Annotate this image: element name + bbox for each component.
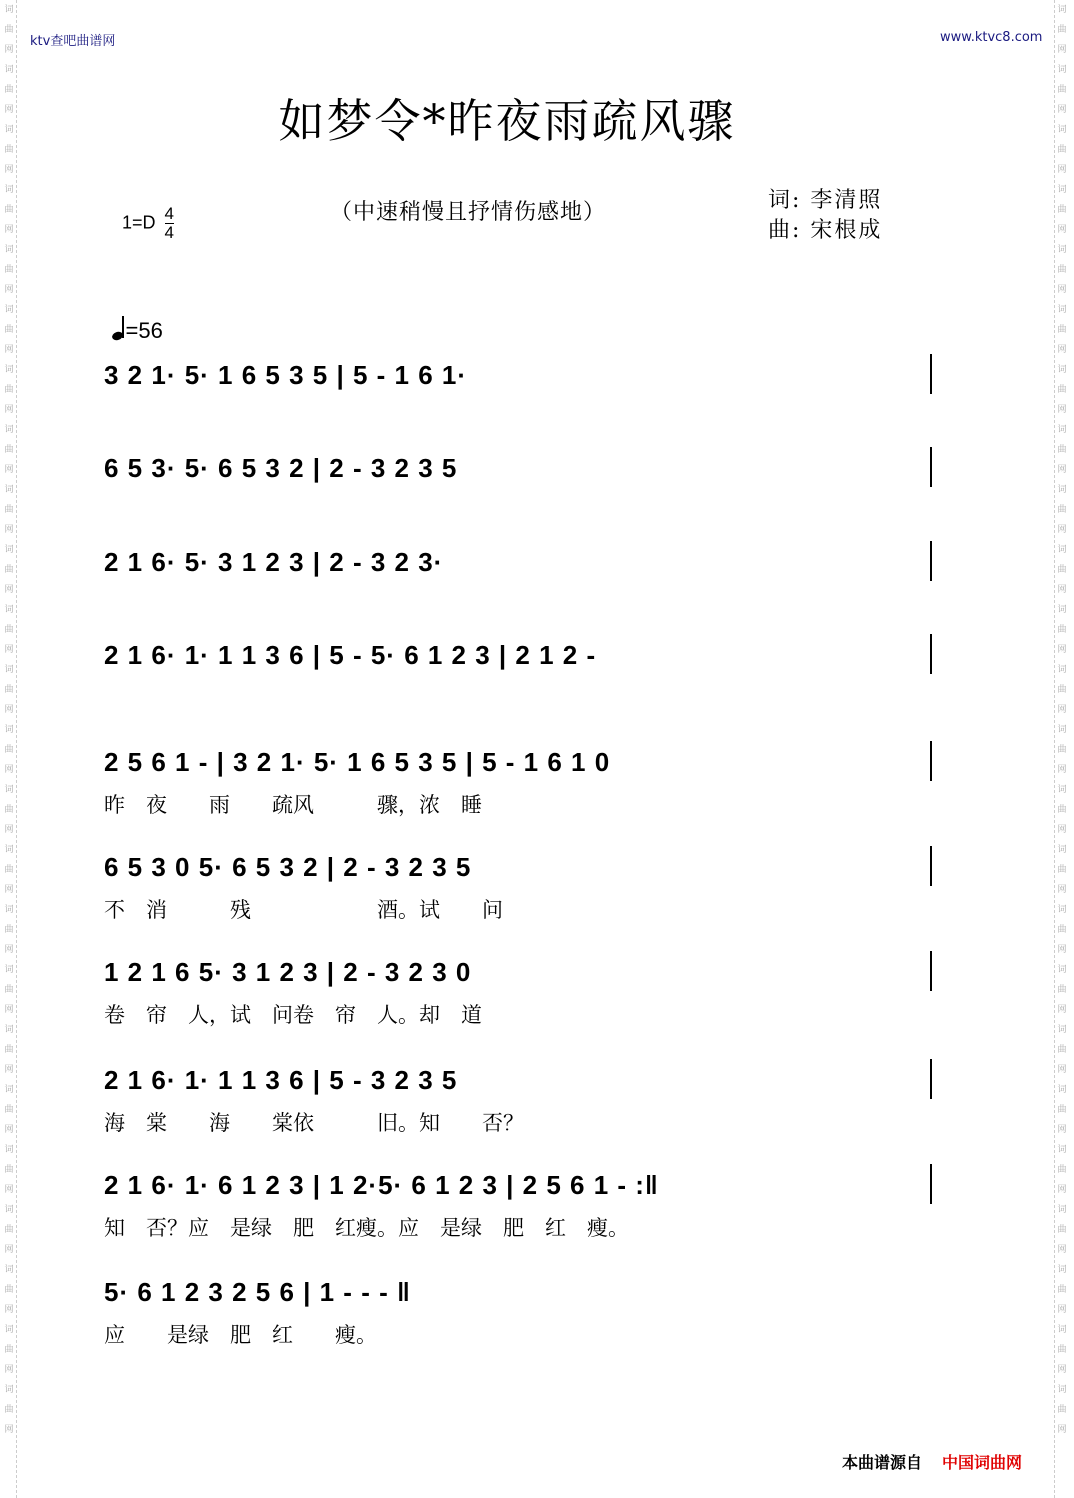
notation-line: 2 5 6 1 - | 3 2 1· 5· 1 6 5 3 5 | 5 - 1 6 1 0 [104,747,611,777]
footer-source-site[interactable]: 中国词曲网 [942,1453,1023,1472]
tempo-description: （中速稍慢且抒情伤感地） [330,200,607,225]
song-title: 如梦令*昨夜雨疏风骤 [278,94,736,148]
notation-line: 2 1 6· 1· 1 1 3 6 | 5 - 5· 6 1 2 3 | 2 1 2 - [104,640,597,670]
lyricist-credit: 词: 李清照 [768,188,883,213]
key-signature [122,205,174,242]
end-barline [930,541,932,581]
end-barline [930,741,932,781]
end-barline [930,1164,932,1204]
end-barline [930,1059,932,1099]
lyric-line: 昨 夜 雨 疏风 骤，浓 睡 [104,793,482,817]
right-watermark-strip: 词曲网词曲网词曲网词曲网词曲网词曲网词曲网词曲网词曲网词曲网词曲网词曲网词曲网词曲网词曲网词曲网词曲网词曲网词曲网词曲网词曲网词曲网词曲网词曲网 [1054,0,1069,1498]
footer-source [842,1450,1022,1473]
composer-credit: 曲: 宋根成 [768,218,883,243]
notation-line: 2 1 6· 1· 6 1 2 3 | 1 2·5· 6 1 2 3 | 2 5 6 1 - :‖ [104,1170,659,1200]
site-link-right[interactable]: www.ktvc8.com [940,30,1043,45]
notation-line: 3 2 1· 5· 1 6 5 3 5 | 5 - 1 6 1· [104,360,468,390]
tempo-value: =56 [125,318,163,343]
footer-source-label: 本曲谱源自 [842,1453,923,1472]
lyric-line: 不 消 残 酒。试 问 [104,898,503,922]
notation-line: 2 1 6· 5· 3 1 2 3 | 2 - 3 2 3· [104,547,444,577]
notation-line: 6 5 3· 5· 6 5 3 2 | 2 - 3 2 3 5 [104,453,458,483]
time-top: 4 [164,204,175,223]
notation-line: 2 1 6· 1· 1 1 3 6 | 5 - 3 2 3 5 [104,1065,458,1095]
notation-line: 5· 6 1 2 3 2 5 6 | 1 - - - ‖ [104,1277,411,1307]
time-bottom: 4 [164,223,175,242]
end-barline [930,354,932,394]
tempo-marking [112,318,163,344]
left-watermark-strip: 词曲网词曲网词曲网词曲网词曲网词曲网词曲网词曲网词曲网词曲网词曲网词曲网词曲网词曲网词曲网词曲网词曲网词曲网词曲网词曲网词曲网词曲网词曲网词曲网 [2,0,17,1498]
end-barline [930,951,932,991]
end-barline [930,846,932,886]
time-signature [165,205,174,242]
end-barline [930,447,932,487]
site-link-left[interactable]: ktv查吧曲谱网 [30,34,116,49]
lyric-line: 海 棠 海 棠依 旧。知 否？ [104,1111,524,1135]
lyric-line: 知 否？应 是绿 肥 红瘦。应 是绿 肥 红 瘦。 [104,1216,629,1240]
notation-line: 6 5 3 0 5· 6 5 3 2 | 2 - 3 2 3 5 [104,852,472,882]
lyric-line: 应 是绿 肥 红 瘦。 [104,1323,377,1347]
key-label: 1=D [122,212,156,233]
end-barline [930,634,932,674]
lyric-line: 卷 帘 人，试 问卷 帘 人。却 道 [104,1003,482,1027]
notation-line: 1 2 1 6 5· 3 1 2 3 | 2 - 3 2 3 0 [104,957,472,987]
